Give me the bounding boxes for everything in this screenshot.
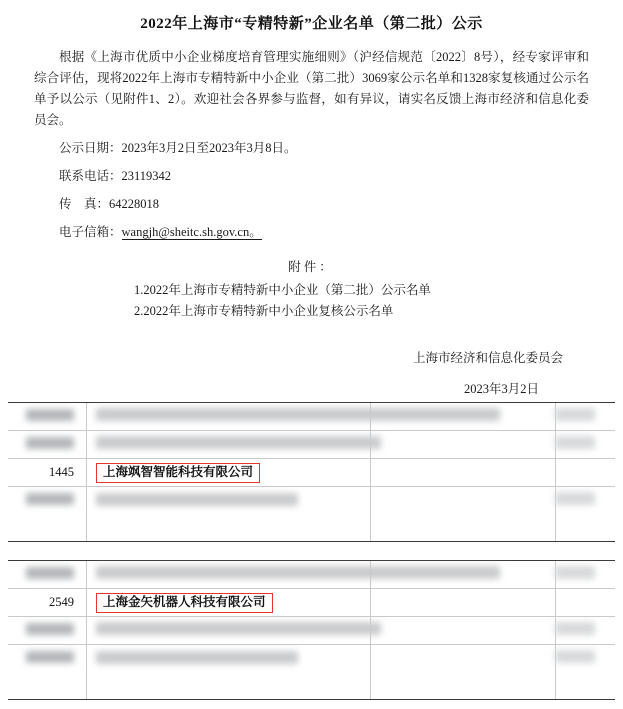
column-divider — [555, 403, 556, 541]
field-phone-value: 23119342 — [121, 169, 172, 183]
blurred-text — [96, 408, 500, 421]
row-company — [86, 566, 555, 583]
field-email — [34, 222, 589, 243]
column-divider — [370, 403, 371, 541]
blurred-text — [26, 651, 74, 663]
attachment-item-1: 1.2022年上海市专精特新中小企业（第二批）公示名单 — [134, 283, 431, 297]
attachment-header: 附件： — [288, 260, 335, 274]
blurred-text — [26, 623, 74, 635]
row-company — [86, 593, 555, 613]
issue-date: 2023年3月2日 — [463, 382, 539, 396]
row-number — [8, 567, 86, 583]
blurred-text — [26, 437, 74, 449]
blurred-text — [26, 493, 74, 505]
row-company — [86, 651, 555, 668]
field-phone — [34, 166, 589, 187]
blurred-text — [96, 651, 298, 664]
blurred-text — [555, 408, 595, 421]
row-number — [8, 437, 86, 453]
highlighted-company-name: 上海金矢机器人科技有限公司 — [96, 593, 273, 613]
table-row-highlighted — [8, 589, 615, 617]
field-fax — [34, 194, 589, 215]
attachment-item-2: 2.2022年上海市专精特新中小企业复核公示名单 — [134, 304, 394, 318]
field-public-date-value: 2023年3月2日至2023年3月8日。 — [121, 141, 297, 155]
blurred-text — [555, 650, 595, 663]
field-phone-label: 联系电话： — [59, 169, 122, 183]
field-fax-value: 64228018 — [109, 197, 160, 211]
row-extra — [555, 408, 615, 426]
field-public-date — [34, 138, 589, 159]
field-email-label: 电子信箱： — [59, 225, 122, 239]
row-extra — [555, 436, 615, 454]
blurred-text — [96, 622, 381, 635]
row-number — [8, 409, 86, 425]
blurred-text — [555, 436, 595, 449]
row-number — [8, 493, 86, 509]
row-extra — [555, 566, 615, 584]
row-company — [86, 622, 555, 639]
column-divider — [86, 403, 87, 541]
row-extra — [555, 650, 615, 668]
blurred-text — [555, 566, 595, 579]
row-company — [86, 436, 555, 453]
page-title: 2022年上海市“专精特新”企业名单（第二批）公示 — [140, 16, 483, 32]
row-company — [86, 493, 555, 510]
blurred-text — [96, 436, 381, 449]
row-number: 2549 — [49, 595, 74, 609]
table-row — [8, 431, 615, 459]
column-divider — [86, 561, 87, 699]
row-extra — [555, 492, 615, 510]
row-number — [8, 651, 86, 667]
field-fax-label: 传 真： — [59, 197, 110, 211]
blurred-text — [96, 566, 500, 579]
blurred-text — [96, 493, 298, 506]
field-email-value[interactable]: wangjh@sheitc.sh.gov.cn。 — [121, 225, 262, 239]
list-screenshot-two — [8, 560, 615, 700]
table-row — [8, 561, 615, 589]
list-screenshot-one — [8, 402, 615, 542]
table-row — [8, 617, 615, 645]
row-company — [86, 408, 555, 425]
table-row-highlighted — [8, 459, 615, 487]
table-row — [8, 645, 615, 673]
main-paragraph: 根据《上海市优质中小企业梯度培育管理实施细则》（沪经信规范〔2022〕8号），经专家评审和综合评估，现将2022年上海市专精特新中小企业（第二批）3069家公示名单和1328家复核通过公示名单予以公示（见附件1、2）。欢迎社会各界参与监督，如有异议，请实名反馈上海市经济和信息化委员会。 — [34, 50, 589, 127]
field-public-date-label: 公示日期： — [59, 141, 122, 155]
highlighted-company-name: 上海飒智智能科技有限公司 — [96, 463, 260, 483]
row-extra — [555, 622, 615, 640]
row-company — [86, 463, 555, 483]
table-row — [8, 403, 615, 431]
blurred-text — [555, 622, 595, 635]
row-number: 1445 — [49, 465, 74, 479]
table-row — [8, 487, 615, 515]
blurred-text — [555, 492, 595, 505]
blurred-text — [26, 409, 74, 421]
issuing-authority: 上海市经济和信息化委员会 — [412, 351, 563, 365]
blurred-text — [26, 567, 74, 579]
document-body — [0, 47, 623, 400]
row-number — [8, 623, 86, 639]
